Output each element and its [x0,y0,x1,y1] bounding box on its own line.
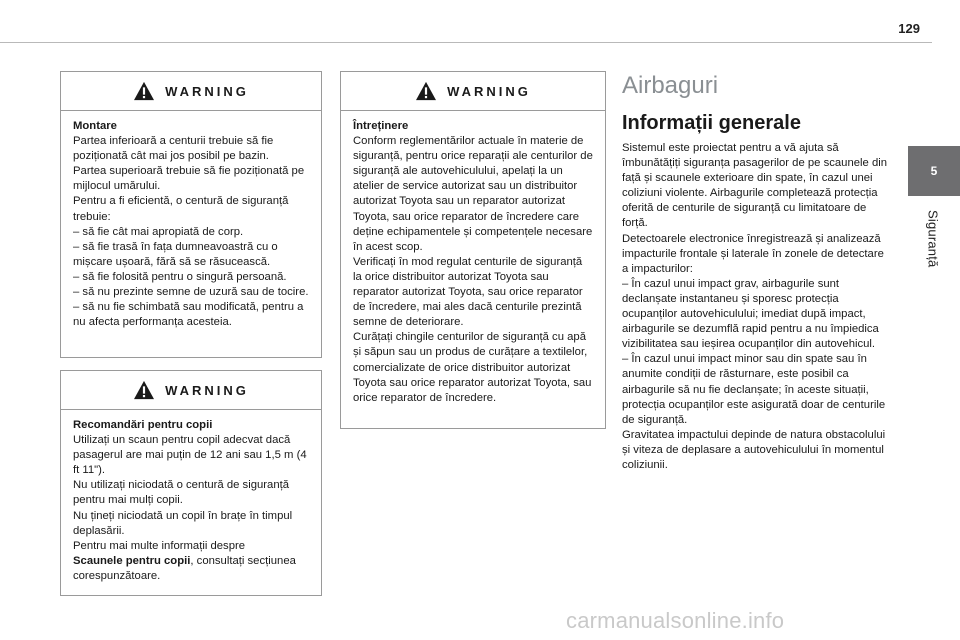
warning-heading: Montare [73,120,117,132]
warning-line: Pentru a fi eficientă, o centură de siguranță trebuie: [73,195,289,223]
header-divider [0,42,932,43]
chapter-tab[interactable] [908,146,960,196]
warning-line: Curățați chingile centurilor de siguranță cu apă și săpun sau un produs de curățare a textilelor, comercializate de orice distribuitor autorizat Toyota sau orice reparator autorizat Toyota, sau orice reparator de încredere. [353,331,592,404]
child-seats-link[interactable]: Scaunele pentru copii [73,554,191,567]
warning-triangle-icon [133,81,155,101]
warning-line-rest: , consultați secțiunea corespunzătoare. [73,554,296,582]
warning-box-mounting [60,71,322,358]
warning-body [61,410,321,584]
warning-header [61,371,321,410]
warning-line: Utilizați un scaun pentru copil adecvat dacă pasagerul are mai puțin de 12 ani sau 1,5 m (4 ft 11"). [73,434,307,477]
warning-line: – să fie folosită pentru o singură persoană. [73,270,287,283]
section-title: Airbaguri [622,72,719,99]
warning-box-children [60,370,322,596]
warning-heading: Întreținere [353,120,409,132]
page-number: 129 [898,21,920,36]
warning-box-maintenance [340,71,606,429]
warning-body [341,111,605,406]
warning-line: Partea inferioară a centurii trebuie să fie poziționată cât mai jos posibil pe bazin. [73,135,274,163]
subsection-title: Informații generale [622,112,801,134]
paragraph: – În cazul unui impact minor sau din spate sau în anumite condiții de răsturnare, este posibil ca airbagurile să nu fie declanșate; în aceste situații, protecția ocupanților este asigurată doar de centurile de siguranță. [622,353,886,426]
warning-triangle-icon [415,81,437,101]
airbags-section [622,72,892,473]
warning-line: – să nu fie schimbată sau modificată, pentru a nu afecta performanța acesteia. [73,301,304,329]
warning-line: Pentru mai multe informații despre [73,539,246,552]
chapter-title: Siguranță [925,210,941,268]
warning-body [61,111,321,330]
warning-title: WARNING [165,382,249,398]
warning-title: WARNING [447,83,531,99]
warning-header [61,72,321,111]
paragraph: – În cazul unui impact grav, airbagurile sunt declanșate instantaneu și sporesc protecția ocupanților autovehiculului; imediat după impact, airbagurile se dezumflă rapid pentru a nu împiedica vizibilitatea sau ieșirea ocupanților din autovehicul. [622,277,879,351]
warning-line: Conform reglementărilor actuale în materie de siguranță, pentru orice reparații ale centurilor de siguranță ale autovehiculului, apelați la un atelier de service autorizat sau un distribuitor autorizat Toyota sau un reparator autorizat Toyota, sau orice reparator de încredere care deține echipamentele și competențele necesare în acest scop. [353,135,593,253]
warning-triangle-icon [133,380,155,400]
paragraph: Sistemul este proiectat pentru a vă ajuta să îmbunătățiți siguranța pasagerilor de pe scaunele din față și scaunele exterioare din spate, în cazul unei coliziuni violente. Airbagurile completează protecția oferită de centurile de siguranță cu limitatoare de forță. [622,142,888,230]
warning-line: – să fie trasă în fața dumneavoastră cu o mișcare ușoară, fără să se răsucească. [73,240,278,268]
warning-header [341,72,605,111]
warning-line: Partea superioară trebuie să fie poziționată pe mijlocul umărului. [73,165,305,193]
warning-title: WARNING [165,83,249,99]
section-body [622,141,892,473]
warning-line [73,554,309,584]
warning-line: – să nu prezinte semne de uzură sau de tocire. [73,286,309,299]
chapter-label [906,210,960,290]
watermark: carmanualsonline.info [566,608,785,633]
chapter-number: 5 [930,164,938,178]
paragraph: Gravitatea impactului depinde de natura obstacolului și viteza de deplasare a autovehiculului în momentul coliziunii. [622,428,886,471]
warning-line: Verificați în mod regulat centurile de siguranță la orice distribuitor autorizat Toyota sau reparator autorizat Toyota, sau orice reparator de încredere, mai ales dacă centurile prezintă semne de deteriorare. [353,255,583,329]
warning-heading: Recomandări pentru copii [73,419,213,431]
warning-line: Nu țineți niciodată un copil în brațe în timpul deplasării. [73,509,293,537]
warning-line: Nu utilizați niciodată o centură de siguranță pentru mai mulți copii. [73,479,290,507]
warning-line: – să fie cât mai apropiată de corp. [73,225,244,238]
paragraph: Detectoarele electronice înregistrează și analizează impacturile frontale și laterale în zonele de detectare a impacturilor: [622,232,884,275]
